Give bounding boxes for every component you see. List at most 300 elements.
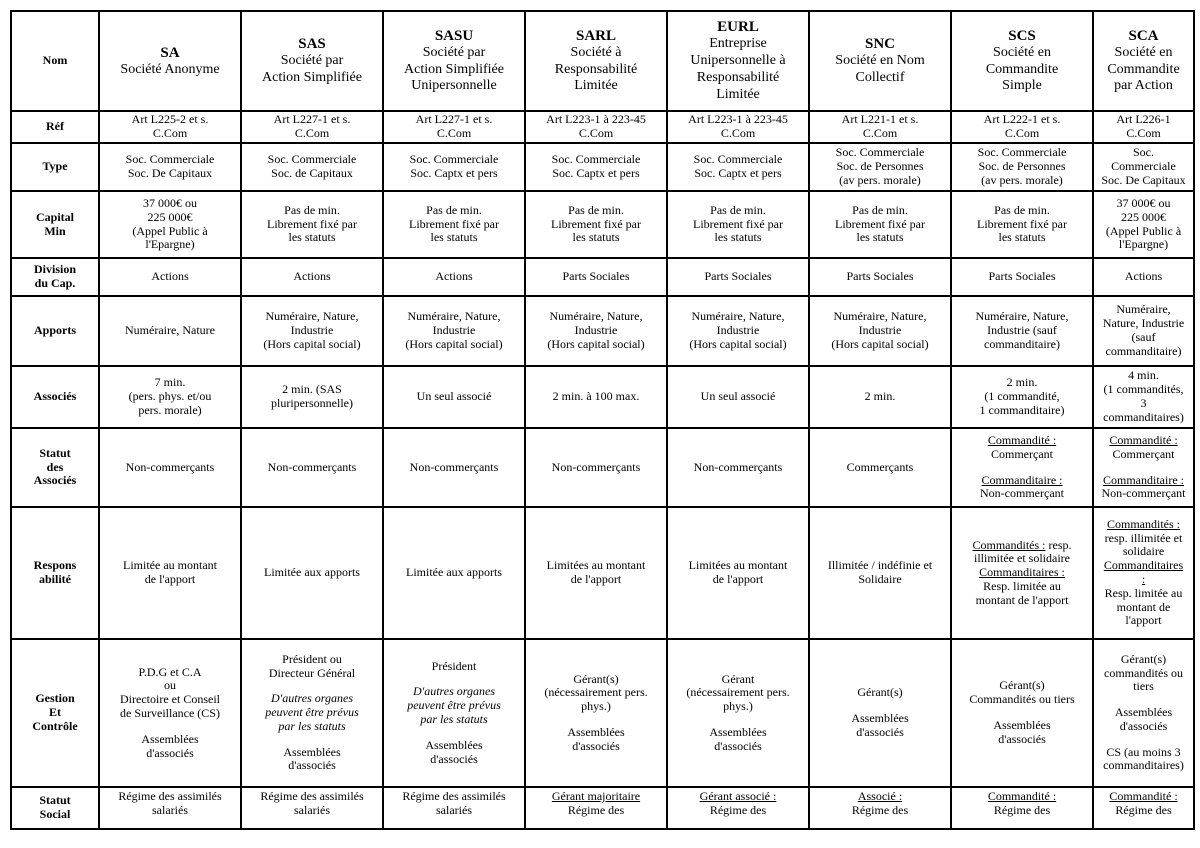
row-header-line: Division <box>33 262 76 277</box>
cell-line: de Surveillance (CS) <box>120 706 220 720</box>
cell-line: Assemblées <box>1114 705 1173 720</box>
cell-line: d'associés <box>856 724 904 739</box>
cell-associes-sca <box>1093 366 1194 428</box>
cell-line: d'associés <box>430 751 478 766</box>
cell-line: d'associés <box>998 731 1046 746</box>
cell-line: C.Com <box>436 126 472 140</box>
company-full-name: Unipersonnelle <box>411 78 497 94</box>
cell-line: C.Com <box>152 126 188 140</box>
cell-nom-sarl <box>525 11 667 111</box>
cell-statut-associes-sarl <box>525 428 667 507</box>
cell-apports-sarl <box>525 296 667 366</box>
cell-statut-social-sasu <box>383 787 525 829</box>
cell-line: Art L223-1 à 223-45 <box>546 112 646 127</box>
row-statut-associes <box>11 428 1194 507</box>
liability-label: Commandités : <box>972 537 1046 552</box>
cell-statut-social-scs <box>951 787 1093 829</box>
cell-line: Art L227-1 et s. <box>273 112 351 127</box>
cell-capital-sa <box>99 191 241 258</box>
company-full-name: Commandite <box>985 61 1059 77</box>
cell-statut-social-sarl <box>525 787 667 829</box>
cell-line: (pers. phys. et/ou <box>128 389 212 404</box>
cell-line: Numéraire, Nature, <box>265 309 359 324</box>
cell-line: Directeur Général <box>268 665 356 680</box>
cell-line: Numéraire, Nature <box>125 323 215 338</box>
cell-gestion-eurl <box>667 639 809 787</box>
company-full-name: par Action <box>1114 78 1173 94</box>
row-apports <box>11 296 1194 366</box>
cell-gestion-snc <box>809 639 951 787</box>
company-full-name: Entreprise <box>709 36 767 52</box>
cell-associes-sarl <box>525 366 667 428</box>
cell-statut-associes-sa <box>99 428 241 507</box>
cell-line: (1 commandités, <box>1103 382 1184 397</box>
cell-line-italic: peuvent être prévus <box>407 698 501 713</box>
cell-line: l'Epargne) <box>145 237 195 252</box>
cell-line: phys.) <box>581 699 611 714</box>
cell-line: commanditaire) <box>984 336 1060 351</box>
company-full-name: Société en Nom <box>835 53 925 69</box>
cell-line: Soc. Commerciale <box>835 145 925 160</box>
company-full-name: Société en <box>1114 44 1173 60</box>
cell-responsabilite-sas <box>241 507 383 639</box>
cell-line: Commandités ou tiers <box>969 692 1075 707</box>
company-full-name: Limitée <box>574 78 618 94</box>
partner-type-label: Commanditaire : <box>1103 472 1184 487</box>
cell-statut-social-sas <box>241 787 383 829</box>
cell-line: commandités ou <box>1104 665 1183 680</box>
row-header-line: abilité <box>39 572 71 586</box>
cell-line: Librement fixé par <box>835 216 925 231</box>
cell-line: d'associés <box>572 738 620 753</box>
cell-statut-social-sca <box>1093 787 1194 829</box>
cell-line: de l'apport <box>712 572 764 586</box>
cell-line: Numéraire, Nature, <box>975 309 1069 324</box>
cell-apports-sas <box>241 296 383 366</box>
company-abbr: SCS <box>1008 27 1036 44</box>
cell-nom-sca <box>1093 11 1194 111</box>
partner-status: Non-commerçant <box>980 486 1064 501</box>
cell-apports-scs <box>951 296 1093 366</box>
row-header-line: Statut <box>39 793 71 808</box>
row-header-text: Nom <box>42 53 68 68</box>
company-full-name: Action Simplifiée <box>262 70 362 85</box>
cell-statut-associes-sca <box>1093 428 1194 507</box>
cell-division-sca <box>1093 258 1194 296</box>
cell-line: pers. morale) <box>138 402 202 417</box>
cell-line: 7 min. <box>154 375 186 390</box>
spacer <box>386 727 522 739</box>
cell-line: Président ou <box>282 651 342 666</box>
row-header-line: des <box>46 459 64 474</box>
cell-line: P.D.G et C.A <box>138 664 202 679</box>
cell-responsabilite-sca <box>1093 507 1194 639</box>
cell-line: Numéraire, Nature, <box>833 309 927 324</box>
cell-line: 37 000€ ou <box>143 195 197 210</box>
cell-line: Assemblées <box>709 724 767 739</box>
cell-line: Numéraire, <box>1116 302 1171 317</box>
row-header-statut-social <box>11 787 99 829</box>
row-nom <box>11 11 1194 111</box>
status-label: Commandité : <box>1109 789 1178 803</box>
row-header-text: Associés <box>33 389 77 404</box>
cell-line: Parts Sociales <box>988 269 1056 284</box>
company-full-name: Unipersonnelle à <box>690 53 786 69</box>
cell-line: Régime des <box>993 802 1051 817</box>
row-header-text: Type <box>42 159 68 174</box>
cell-line: Actions <box>293 269 331 284</box>
cell-line: de l'apport <box>570 572 622 586</box>
cell-apports-snc <box>809 296 951 366</box>
spacer <box>244 734 380 746</box>
partner-type-label: Commandité : <box>1109 432 1178 447</box>
cell-line: Régime des <box>709 802 767 817</box>
row-gestion <box>11 639 1194 787</box>
cell-line: d'associés <box>146 745 194 760</box>
cell-line: Non-commerçants <box>693 459 783 474</box>
status-label: Commandité : <box>987 789 1057 803</box>
cell-gestion-sa <box>99 639 241 787</box>
cell-line: C.Com <box>862 126 898 140</box>
cell-division-sasu <box>383 258 525 296</box>
cell-line: 2 min. (SAS <box>282 382 342 397</box>
cell-type-snc <box>809 143 951 191</box>
cell-associes-snc <box>809 366 951 428</box>
cell-line: Soc. Captx et pers <box>410 166 498 180</box>
cell-line: Solidaire <box>858 572 902 586</box>
cell-line: ou <box>164 678 176 693</box>
company-full-name: Simple <box>1002 78 1042 94</box>
partner-type-label: Commanditaire : <box>981 472 1063 487</box>
cell-apports-sa <box>99 296 241 366</box>
cell-line: Parts Sociales <box>704 269 772 284</box>
cell-capital-scs <box>951 191 1093 258</box>
row-header-line: Statut <box>39 445 71 460</box>
cell-responsabilite-sasu <box>383 507 525 639</box>
cell-associes-eurl <box>667 366 809 428</box>
cell-line: (1 commandité, <box>984 389 1060 404</box>
cell-division-snc <box>809 258 951 296</box>
cell-line: Pas de min. <box>710 202 766 217</box>
row-header-division <box>11 258 99 296</box>
cell-line-italic: par les statuts <box>278 718 346 733</box>
row-header-line: Et <box>49 705 61 720</box>
company-full-name: Commandite <box>1107 61 1180 77</box>
liability-text: montant de l'apport <box>975 592 1069 607</box>
liability-label: Commanditaires : <box>979 565 1065 580</box>
cell-line: Actions <box>151 269 189 284</box>
cell-ref-snc <box>809 111 951 143</box>
cell-gestion-sas <box>241 639 383 787</box>
cell-line: C.Com <box>578 126 614 140</box>
cell-line: pluripersonnelle) <box>271 396 353 410</box>
cell-line: les statuts <box>288 230 336 245</box>
cell-statut-social-sa <box>99 787 241 829</box>
cell-line: (Hors capital social) <box>405 336 503 351</box>
cell-line: les statuts <box>572 230 620 245</box>
cell-line: 4 min. <box>1128 368 1159 383</box>
cell-line: tiers <box>1133 679 1154 694</box>
company-abbr: EURL <box>717 19 759 36</box>
row-header-line: Contrôle <box>32 718 78 733</box>
row-header-line: Min <box>44 223 66 238</box>
cell-line: Assemblées <box>141 731 199 746</box>
cell-statut-social-eurl <box>667 787 809 829</box>
cell-line: Numéraire, Nature, <box>691 309 785 324</box>
cell-line: Numéraire, Nature, <box>549 309 643 324</box>
cell-line: Non-commerçants <box>409 459 499 474</box>
cell-line: Président <box>431 658 477 673</box>
cell-line: Assemblées <box>425 737 483 752</box>
cell-capital-sca <box>1093 191 1194 258</box>
liability-text: Resp. limitée au <box>1104 585 1183 600</box>
cell-line: (sauf <box>1131 330 1156 344</box>
cell-line: Limitées au montant <box>546 558 646 573</box>
row-header-line: du Cap. <box>34 276 76 290</box>
cell-line-italic: D'autres organes <box>412 684 495 699</box>
cell-line: Pas de min. <box>568 202 624 217</box>
cell-line: Soc. Commerciale <box>977 145 1067 160</box>
cell-line: 2 min. à 100 max. <box>552 389 640 404</box>
company-full-name: Société par <box>422 44 486 60</box>
cell-line: Limitée au montant <box>123 558 217 573</box>
row-header-line: Social <box>39 807 71 821</box>
cell-line: d'associés <box>714 738 762 753</box>
cell-nom-sa <box>99 11 241 111</box>
cell-type-sca <box>1093 143 1194 191</box>
cell-line: (Hors capital social) <box>689 336 787 351</box>
cell-division-sas <box>241 258 383 296</box>
cell-line: Soc. de Capitaux <box>271 166 353 180</box>
cell-associes-sa <box>99 366 241 428</box>
cell-line: Soc. Commerciale <box>551 152 641 167</box>
cell-capital-snc <box>809 191 951 258</box>
cell-statut-social-snc <box>809 787 951 829</box>
status-label: Gérant associé : <box>699 789 777 803</box>
cell-line: 1 commanditaire) <box>979 402 1065 417</box>
row-ref <box>11 111 1194 143</box>
cell-line: Soc. Commerciale <box>267 152 357 167</box>
cell-type-scs <box>951 143 1093 191</box>
cell-statut-associes-scs <box>951 428 1093 507</box>
partner-status: Commerçant <box>1112 446 1175 461</box>
cell-line: Soc. De Capitaux <box>1101 172 1186 187</box>
cell-line: Gérant <box>721 671 755 686</box>
company-full-name: Société à <box>570 44 622 60</box>
cell-line: Parts Sociales <box>562 269 630 284</box>
cell-nom-scs <box>951 11 1093 111</box>
cell-line: Gérant(s) <box>999 678 1045 693</box>
cell-line: les statuts <box>856 230 904 245</box>
liability-text: resp. illimitée et <box>1104 530 1183 545</box>
cell-line: Assemblées <box>283 744 341 759</box>
row-header-capital <box>11 191 99 258</box>
cell-statut-associes-snc <box>809 428 951 507</box>
cell-line: Librement fixé par <box>409 216 499 231</box>
table-body <box>11 11 1194 829</box>
cell-line-italic: peuvent être prévus <box>265 705 359 720</box>
cell-nom-eurl <box>667 11 809 111</box>
status-label: Gérant majoritaire <box>551 789 641 803</box>
cell-associes-scs <box>951 366 1093 428</box>
cell-line: Gérant(s) <box>1120 651 1167 666</box>
liability-line-commandites <box>954 539 1090 553</box>
cell-line: Industrie <box>858 323 902 338</box>
cell-line: Assemblées <box>851 711 909 726</box>
liability-label: : <box>1141 572 1146 586</box>
cell-associes-sasu <box>383 366 525 428</box>
cell-line: les statuts <box>430 230 478 245</box>
cell-statut-associes-sasu <box>383 428 525 507</box>
partner-type-label: Commandité : <box>987 432 1057 447</box>
cell-gestion-sca <box>1093 639 1194 787</box>
cell-line: (Hors capital social) <box>263 336 361 351</box>
cell-line: salariés <box>152 802 188 817</box>
cell-line: C.Com <box>1004 126 1040 140</box>
cell-line: Art L227-1 et s. <box>415 112 493 127</box>
cell-line: Soc. de Personnes <box>978 159 1066 174</box>
cell-line: (Hors capital social) <box>547 336 645 351</box>
cell-line: Nature, Industrie <box>1102 316 1185 331</box>
cell-apports-eurl <box>667 296 809 366</box>
cell-line: Limitée aux apports <box>406 565 502 580</box>
cell-line: Actions <box>435 269 473 284</box>
cell-line: (Hors capital social) <box>831 336 929 351</box>
cell-associes-sas <box>241 366 383 428</box>
cell-line: de l'apport <box>144 572 196 586</box>
cell-line: C.Com <box>720 126 756 140</box>
company-abbr: SARL <box>575 27 616 44</box>
cell-ref-sarl <box>525 111 667 143</box>
cell-line: Soc. Captx et pers <box>552 166 640 180</box>
cell-line: les statuts <box>714 230 762 245</box>
company-full-name: Responsabilité <box>554 61 638 77</box>
row-statut-social <box>11 787 1194 829</box>
cell-responsabilite-sa <box>99 507 241 639</box>
cell-ref-sa <box>99 111 241 143</box>
spacer <box>1096 462 1191 474</box>
cell-line: (av pers. morale) <box>981 172 1063 187</box>
row-responsabilite <box>11 507 1194 639</box>
legal-forms-table <box>10 10 1195 830</box>
cell-line: salariés <box>436 802 472 817</box>
row-header-line: Respons <box>33 558 77 573</box>
cell-line: Librement fixé par <box>693 216 783 231</box>
cell-line: d'associés <box>1119 718 1168 733</box>
row-header-line: Associés <box>33 473 77 488</box>
liability-label: Commanditaires <box>1103 558 1184 573</box>
cell-division-sa <box>99 258 241 296</box>
cell-responsabilite-sarl <box>525 507 667 639</box>
row-header-apports <box>11 296 99 366</box>
company-abbr: SAS <box>298 36 326 53</box>
cell-type-sas <box>241 143 383 191</box>
cell-type-sa <box>99 143 241 191</box>
cell-line: Régime des assimilés <box>402 789 506 803</box>
cell-line: Régime des <box>1115 802 1172 817</box>
company-full-name: Société en <box>993 44 1051 60</box>
company-abbr: SASU <box>434 27 474 44</box>
cell-line: Soc. Commerciale <box>409 152 499 167</box>
cell-apports-sca <box>1093 296 1194 366</box>
liability-text: solidaire <box>1122 544 1165 559</box>
cell-line: Pas de min. <box>284 202 340 217</box>
cell-gestion-sarl <box>525 639 667 787</box>
cell-ref-eurl <box>667 111 809 143</box>
liability-text: resp. <box>1045 537 1072 552</box>
cell-line: Un seul associé <box>416 389 492 404</box>
cell-line: (Appel Public à <box>1105 223 1182 238</box>
cell-line-italic: par les statuts <box>420 712 488 726</box>
cell-line: Art L223-1 à 223-45 <box>688 112 788 127</box>
company-full-name: Action Simplifiée <box>404 61 504 77</box>
cell-line: (Appel Public à <box>132 223 208 238</box>
company-full-name: Collectif <box>855 70 905 85</box>
cell-line: les statuts <box>998 230 1046 245</box>
cell-line: Pas de min. <box>426 202 482 217</box>
row-header-line: Gestion <box>35 691 75 706</box>
cell-nom-sas <box>241 11 383 111</box>
cell-division-eurl <box>667 258 809 296</box>
cell-line: Gérant(s) <box>573 671 619 686</box>
liability-text: l'apport <box>1125 613 1162 628</box>
cell-division-scs <box>951 258 1093 296</box>
company-full-name: Limitée <box>716 86 760 102</box>
partner-status: Commerçant <box>991 446 1053 461</box>
cell-gestion-sasu <box>383 639 525 787</box>
liability-text: Resp. limitée au <box>983 578 1061 593</box>
cell-line: Pas de min. <box>852 202 908 217</box>
cell-line: 3 <box>1140 396 1147 410</box>
row-header-nom <box>11 11 99 111</box>
cell-capital-eurl <box>667 191 809 258</box>
company-abbr: SNC <box>864 36 895 53</box>
row-header-line: Capital <box>35 209 74 224</box>
cell-line: commanditaires) <box>1103 758 1184 773</box>
cell-capital-sasu <box>383 191 525 258</box>
cell-line: 37 000€ ou <box>1116 195 1171 210</box>
cell-line: Librement fixé par <box>267 216 357 231</box>
row-type <box>11 143 1194 191</box>
cell-line: Soc. Captx et pers <box>694 166 782 180</box>
cell-line: Librement fixé par <box>551 216 641 231</box>
cell-line: Non-commerçants <box>125 459 215 474</box>
cell-line: Limitée aux apports <box>264 565 360 580</box>
cell-line: Soc. Commerciale <box>693 152 783 167</box>
cell-line: phys.) <box>723 699 753 714</box>
cell-ref-sca <box>1093 111 1194 143</box>
cell-line: CS (au moins 3 <box>1106 744 1181 759</box>
cell-line: Non-commerçants <box>267 459 357 474</box>
status-label: Associé : <box>857 789 903 803</box>
cell-line: Art L221-1 et s. <box>841 112 919 127</box>
cell-line: Régime des <box>851 802 909 817</box>
cell-line: (nécessairement pers. <box>686 685 790 700</box>
company-full-name: Société Anonyme <box>120 61 220 77</box>
cell-statut-associes-sas <box>241 428 383 507</box>
cell-line: Industrie <box>432 323 476 338</box>
spacer <box>1096 734 1191 746</box>
cell-line: Librement fixé par <box>977 216 1067 231</box>
company-full-name: Société par <box>280 53 344 69</box>
cell-line: commanditaires) <box>1103 409 1184 424</box>
row-header-statut-associes <box>11 428 99 507</box>
cell-line: (av pers. morale) <box>839 172 921 187</box>
cell-nom-snc <box>809 11 951 111</box>
cell-line-italic: D'autres organes <box>270 691 353 706</box>
cell-line: Numéraire, Nature, <box>407 309 501 324</box>
cell-line: Directoire et Conseil <box>120 692 220 707</box>
